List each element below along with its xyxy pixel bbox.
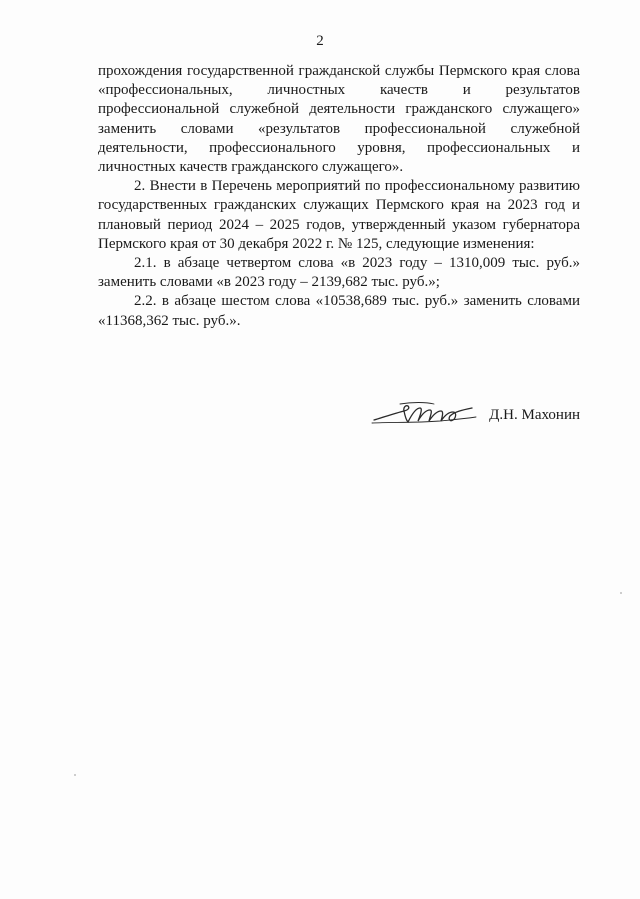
paragraph-item-2-2: 2.2. в абзаце шестом слова «10538,689 тыс. руб.» заменить словами «11368,362 тыс. руб.».	[98, 293, 580, 329]
paragraph-item-2-1: 2.1. в абзаце четвертом слова «в 2023 году – 1310,009 тыс. руб.» заменить словами «в 2023 году – 2139,682 тыс. руб.»;	[98, 255, 580, 291]
page-number: 2	[316, 33, 324, 49]
signature-block	[370, 398, 580, 438]
scan-speck	[620, 592, 622, 594]
paragraph-item-2: 2. Внести в Перечень мероприятий по профессиональному развитию государственных гражданских служащих Пермского края на 2023 год и плановый период 2024 – 2025 годов, утвержденный указом губернатора Пермского края от 30 декабря 2022 г. № 125, следующие изменения:	[98, 178, 580, 252]
paragraph-continuation: прохождения государственной гражданской службы Пермского края слова «профессиональных, личностных качеств и результатов профессиональной служебной деятельности гражданского служащего» заменить словами «результатов профессиональной служебной деятельности, профессионального уровня, профессиональных и личностных качеств гражданского служащего».	[98, 63, 580, 176]
handwritten-signature	[370, 398, 480, 430]
scan-speck	[74, 774, 76, 776]
document-body	[98, 62, 580, 331]
signer-name: Д.Н. Махонин	[489, 407, 580, 423]
